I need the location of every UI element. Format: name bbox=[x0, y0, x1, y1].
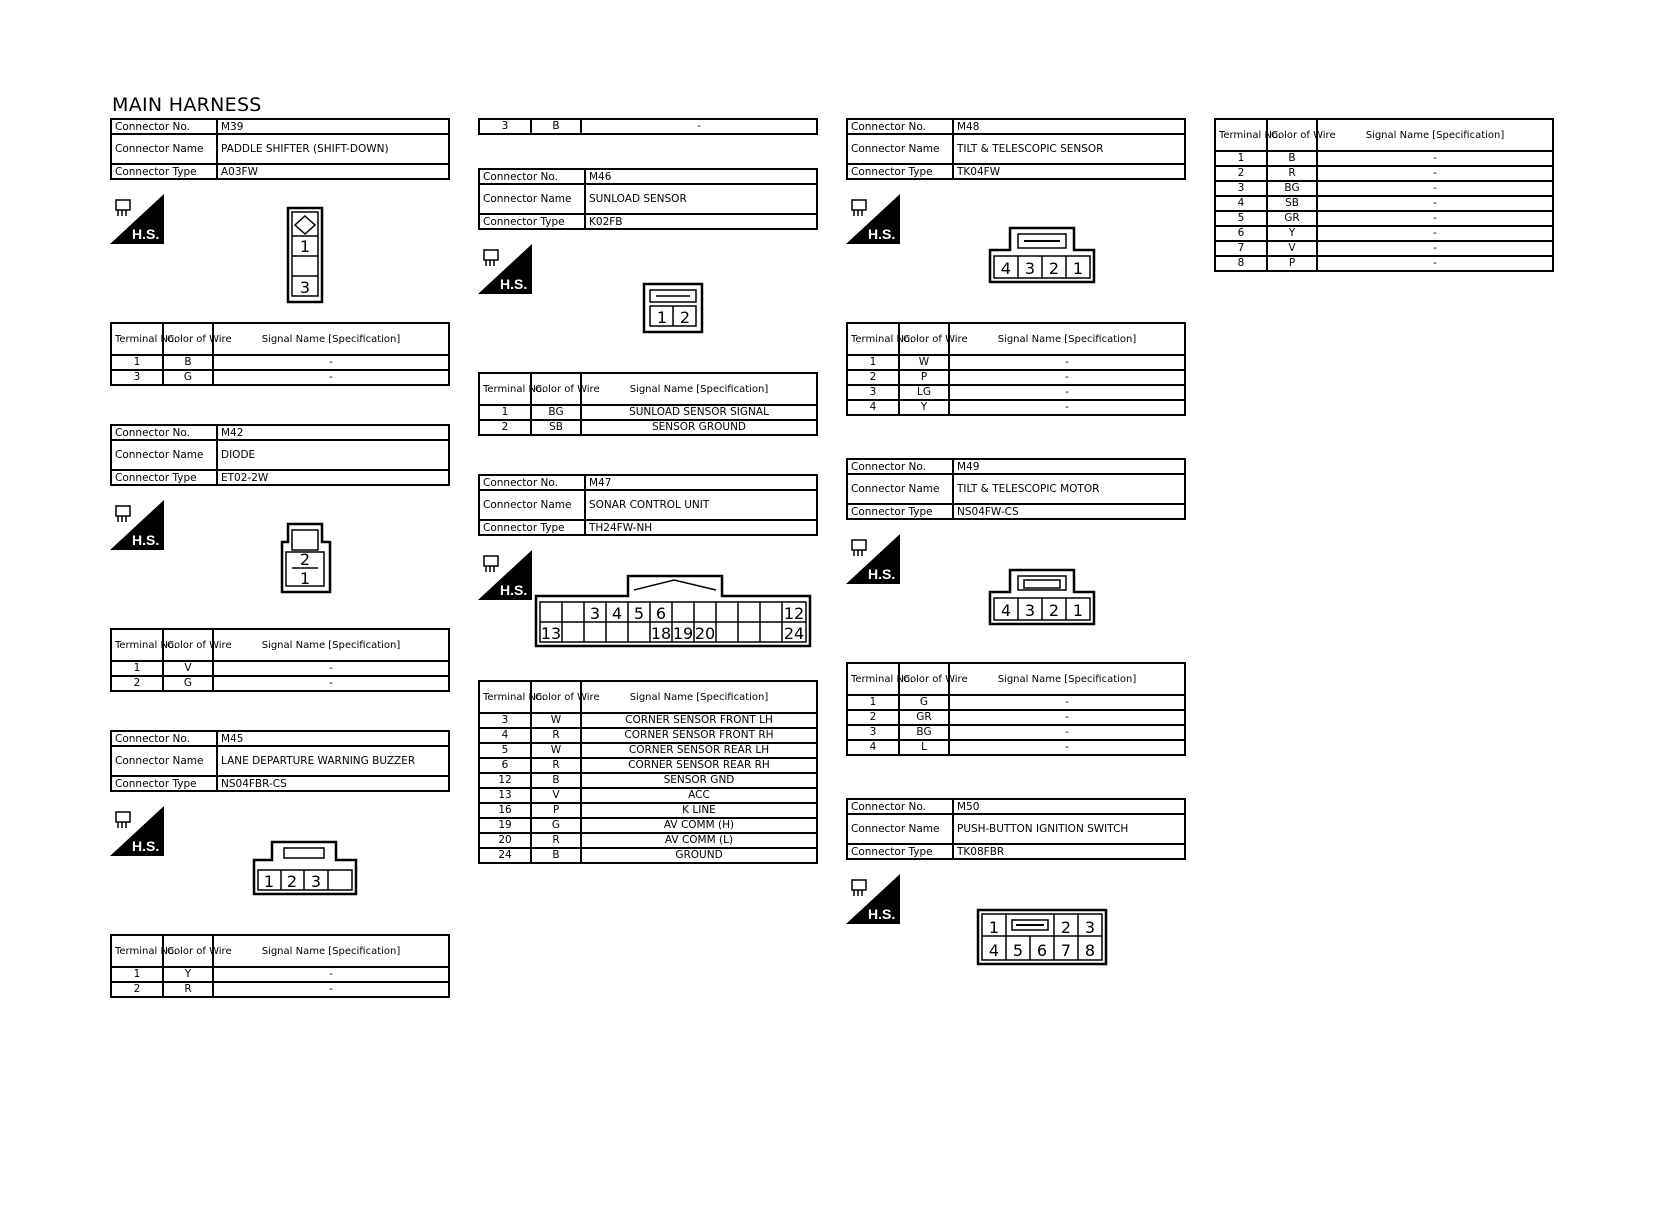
table-row bbox=[479, 758, 817, 773]
hs-label: H.S. bbox=[132, 226, 160, 242]
col-terminal-no: Terminal No. bbox=[847, 663, 899, 695]
table-row bbox=[1215, 256, 1553, 271]
hs-label: H.S. bbox=[132, 838, 160, 854]
label-connector-no: Connector No. bbox=[479, 475, 585, 490]
terminal-no: 4 bbox=[1215, 196, 1267, 211]
wire-color: SB bbox=[1267, 196, 1317, 211]
terminal-no: 3 bbox=[479, 119, 531, 134]
signal-name: - bbox=[949, 370, 1185, 385]
m48-connector-name: TILT & TELESCOPIC SENSOR bbox=[953, 134, 1185, 164]
m46-connector-name: SUNLOAD SENSOR bbox=[585, 184, 817, 214]
table-row bbox=[111, 355, 449, 370]
signal-name: AV COMM (H) bbox=[581, 818, 817, 833]
signal-name: CORNER SENSOR REAR RH bbox=[581, 758, 817, 773]
terminal-no: 4 bbox=[479, 728, 531, 743]
m49-connector-name: TILT & TELESCOPIC MOTOR bbox=[953, 474, 1185, 504]
m50-connector-name: PUSH-BUTTON IGNITION SWITCH bbox=[953, 814, 1185, 844]
table-row bbox=[479, 420, 817, 435]
col-signal-name: Signal Name [Specification] bbox=[581, 373, 817, 405]
label-connector-type: Connector Type bbox=[111, 164, 217, 179]
wire-color: P bbox=[1267, 256, 1317, 271]
label-connector-no: Connector No. bbox=[111, 731, 217, 746]
table-row bbox=[111, 676, 449, 691]
terminal-no: 1 bbox=[111, 967, 163, 982]
signal-name: - bbox=[1317, 256, 1553, 271]
m47-pin-4: 4 bbox=[611, 604, 623, 623]
terminal-no: 16 bbox=[479, 803, 531, 818]
m49-connector-no: M49 bbox=[953, 459, 1185, 474]
wire-color: B bbox=[163, 355, 213, 370]
m47-terminal-table bbox=[478, 680, 818, 864]
terminal-no: 5 bbox=[479, 743, 531, 758]
signal-name: GROUND bbox=[581, 848, 817, 863]
m47-pin-20: 20 bbox=[694, 624, 716, 643]
wire-color: Y bbox=[1267, 226, 1317, 241]
table-row bbox=[479, 773, 817, 788]
signal-name: - bbox=[949, 725, 1185, 740]
m50-terminal-table bbox=[1214, 118, 1554, 272]
m39-pin-1: 1 bbox=[299, 237, 311, 256]
table-row bbox=[847, 385, 1185, 400]
harness-side-icon bbox=[110, 194, 164, 244]
harness-side-icon bbox=[110, 806, 164, 856]
wire-color: W bbox=[899, 355, 949, 370]
terminal-no: 1 bbox=[847, 695, 899, 710]
wire-color: L bbox=[899, 740, 949, 755]
m42-pin-1: 1 bbox=[299, 569, 311, 588]
terminal-no: 4 bbox=[847, 740, 899, 755]
label-connector-name: Connector Name bbox=[479, 184, 585, 214]
signal-name: - bbox=[949, 400, 1185, 415]
signal-name: - bbox=[1317, 226, 1553, 241]
table-row bbox=[479, 833, 817, 848]
m47-connector-no: M47 bbox=[585, 475, 817, 490]
m48-pin-4: 4 bbox=[1000, 259, 1012, 278]
col-terminal-no: Terminal No. bbox=[847, 323, 899, 355]
m46-connector-header bbox=[478, 168, 818, 230]
hs-label: H.S. bbox=[868, 226, 896, 242]
m45-connector-name: LANE DEPARTURE WARNING BUZZER bbox=[217, 746, 449, 776]
table-row bbox=[479, 848, 817, 863]
label-connector-no: Connector No. bbox=[479, 169, 585, 184]
m48-connector-no: M48 bbox=[953, 119, 1185, 134]
terminal-no: 1 bbox=[111, 355, 163, 370]
label-connector-no: Connector No. bbox=[847, 799, 953, 814]
table-row bbox=[847, 725, 1185, 740]
harness-side-icon bbox=[110, 500, 164, 550]
m49-connector-face bbox=[988, 568, 1096, 626]
col-signal-name: Signal Name [Specification] bbox=[949, 323, 1185, 355]
m39-connector-header bbox=[110, 118, 450, 180]
m50-pin-5: 5 bbox=[1012, 941, 1024, 960]
wire-color: G bbox=[531, 818, 581, 833]
signal-name: SUNLOAD SENSOR SIGNAL bbox=[581, 405, 817, 420]
label-connector-type: Connector Type bbox=[847, 844, 953, 859]
m49-pin-3: 3 bbox=[1024, 601, 1036, 620]
col-color-of-wire: Color of Wire bbox=[531, 681, 581, 713]
wire-color: B bbox=[1267, 151, 1317, 166]
wire-color: G bbox=[163, 370, 213, 385]
m50-pin-8: 8 bbox=[1084, 941, 1096, 960]
table-row bbox=[847, 695, 1185, 710]
wire-color: V bbox=[1267, 241, 1317, 256]
table-row bbox=[479, 818, 817, 833]
label-connector-no: Connector No. bbox=[111, 119, 217, 134]
signal-name: CORNER SENSOR FRONT LH bbox=[581, 713, 817, 728]
m50-pin-2: 2 bbox=[1060, 918, 1072, 937]
m47-connector-type: TH24FW-NH bbox=[585, 520, 817, 535]
m48-pin-1: 1 bbox=[1072, 259, 1084, 278]
wire-color: W bbox=[531, 713, 581, 728]
wire-color: R bbox=[531, 728, 581, 743]
m50-pin-4: 4 bbox=[988, 941, 1000, 960]
signal-name: - bbox=[949, 710, 1185, 725]
table-row bbox=[111, 661, 449, 676]
terminal-no: 5 bbox=[1215, 211, 1267, 226]
wire-color: R bbox=[531, 758, 581, 773]
m39-connector-type: A03FW bbox=[217, 164, 449, 179]
wire-color: GR bbox=[899, 710, 949, 725]
label-connector-no: Connector No. bbox=[847, 459, 953, 474]
signal-name: - bbox=[213, 982, 449, 997]
m47-pin-5: 5 bbox=[633, 604, 645, 623]
m46-connector-type: K02FB bbox=[585, 214, 817, 229]
wire-color: G bbox=[899, 695, 949, 710]
terminal-no: 2 bbox=[847, 370, 899, 385]
terminal-no: 13 bbox=[479, 788, 531, 803]
label-connector-name: Connector Name bbox=[479, 490, 585, 520]
m47-pin-13: 13 bbox=[540, 624, 562, 643]
label-connector-type: Connector Type bbox=[479, 520, 585, 535]
wire-color: R bbox=[531, 833, 581, 848]
wire-color: R bbox=[163, 982, 213, 997]
label-connector-name: Connector Name bbox=[111, 134, 217, 164]
terminal-no: 2 bbox=[847, 710, 899, 725]
m45-terminal-table bbox=[110, 934, 450, 998]
m42-connector-face bbox=[278, 522, 334, 596]
signal-name: - bbox=[213, 661, 449, 676]
wire-color: BG bbox=[899, 725, 949, 740]
signal-name: SENSOR GROUND bbox=[581, 420, 817, 435]
terminal-no: 19 bbox=[479, 818, 531, 833]
signal-name: - bbox=[1317, 211, 1553, 226]
col-color-of-wire: Color of Wire bbox=[531, 373, 581, 405]
hs-label: H.S. bbox=[500, 276, 528, 292]
wire-color: V bbox=[531, 788, 581, 803]
signal-name: - bbox=[949, 740, 1185, 755]
table-row bbox=[847, 400, 1185, 415]
terminal-no: 12 bbox=[479, 773, 531, 788]
table-row bbox=[1215, 196, 1553, 211]
terminal-no: 1 bbox=[111, 661, 163, 676]
terminal-no: 8 bbox=[1215, 256, 1267, 271]
hs-label: H.S. bbox=[868, 566, 896, 582]
table-row bbox=[111, 982, 449, 997]
signal-name: - bbox=[213, 355, 449, 370]
label-connector-name: Connector Name bbox=[111, 440, 217, 470]
col-color-of-wire: Color of Wire bbox=[163, 935, 213, 967]
terminal-no: 7 bbox=[1215, 241, 1267, 256]
signal-name: - bbox=[949, 695, 1185, 710]
m48-pin-2: 2 bbox=[1048, 259, 1060, 278]
label-connector-name: Connector Name bbox=[847, 474, 953, 504]
wire-color: Y bbox=[163, 967, 213, 982]
table-row bbox=[1215, 211, 1553, 226]
table-row bbox=[847, 740, 1185, 755]
m48-terminal-table bbox=[846, 322, 1186, 416]
signal-name: K LINE bbox=[581, 803, 817, 818]
col-signal-name: Signal Name [Specification] bbox=[581, 681, 817, 713]
terminal-no: 2 bbox=[1215, 166, 1267, 181]
label-connector-type: Connector Type bbox=[847, 504, 953, 519]
terminal-no: 2 bbox=[111, 676, 163, 691]
m49-pin-2: 2 bbox=[1048, 601, 1060, 620]
table-row bbox=[111, 967, 449, 982]
m47-pin-3: 3 bbox=[589, 604, 601, 623]
terminal-no: 1 bbox=[1215, 151, 1267, 166]
wire-color: BG bbox=[1267, 181, 1317, 196]
signal-name: - bbox=[1317, 151, 1553, 166]
col-terminal-no: Terminal No. bbox=[1215, 119, 1267, 151]
m42-terminal-table bbox=[110, 628, 450, 692]
m46-connector-face bbox=[642, 282, 704, 334]
wire-color: R bbox=[1267, 166, 1317, 181]
m46-terminal-table bbox=[478, 372, 818, 436]
m49-connector-type: NS04FW-CS bbox=[953, 504, 1185, 519]
m42-connector-header bbox=[110, 424, 450, 486]
terminal-no: 3 bbox=[111, 370, 163, 385]
m45-connector-header bbox=[110, 730, 450, 792]
terminal-no: 24 bbox=[479, 848, 531, 863]
terminal-no: 6 bbox=[479, 758, 531, 773]
wire-color: SB bbox=[531, 420, 581, 435]
terminal-no: 3 bbox=[479, 713, 531, 728]
label-connector-name: Connector Name bbox=[847, 814, 953, 844]
m39-connector-name: PADDLE SHIFTER (SHIFT-DOWN) bbox=[217, 134, 449, 164]
signal-name: - bbox=[1317, 196, 1553, 211]
wire-color: Y bbox=[899, 400, 949, 415]
terminal-no: 3 bbox=[1215, 181, 1267, 196]
table-row bbox=[1215, 151, 1553, 166]
m42-connector-name: DIODE bbox=[217, 440, 449, 470]
label-connector-name: Connector Name bbox=[111, 746, 217, 776]
m50-connector-type: TK08FBR bbox=[953, 844, 1185, 859]
table-row bbox=[479, 728, 817, 743]
col-terminal-no: Terminal No. bbox=[479, 681, 531, 713]
table-row bbox=[479, 713, 817, 728]
col-terminal-no: Terminal No. bbox=[479, 373, 531, 405]
hs-label: H.S. bbox=[868, 906, 896, 922]
wire-color: B bbox=[531, 119, 581, 134]
wire-color: V bbox=[163, 661, 213, 676]
wire-color: LG bbox=[899, 385, 949, 400]
table-row bbox=[479, 743, 817, 758]
table-row bbox=[847, 710, 1185, 725]
harness-side-icon bbox=[846, 874, 900, 924]
col-signal-name: Signal Name [Specification] bbox=[213, 629, 449, 661]
signal-name: - bbox=[213, 370, 449, 385]
m48-connector-face bbox=[988, 226, 1096, 284]
table-row bbox=[111, 370, 449, 385]
hs-label: H.S. bbox=[132, 532, 160, 548]
m42-pin-2: 2 bbox=[299, 550, 311, 569]
m45-pin-1: 1 bbox=[263, 872, 275, 891]
harness-side-icon bbox=[846, 194, 900, 244]
m50-connector-no: M50 bbox=[953, 799, 1185, 814]
hs-label: H.S. bbox=[500, 582, 528, 598]
m45-connector-no: M45 bbox=[217, 731, 449, 746]
wire-color: G bbox=[163, 676, 213, 691]
m46-pin-2: 2 bbox=[679, 308, 691, 327]
m47-connector-header bbox=[478, 474, 818, 536]
label-connector-no: Connector No. bbox=[847, 119, 953, 134]
page-title: MAIN HARNESS bbox=[112, 94, 262, 116]
signal-name: - bbox=[213, 676, 449, 691]
wire-color: P bbox=[899, 370, 949, 385]
wire-color: GR bbox=[1267, 211, 1317, 226]
label-connector-type: Connector Type bbox=[479, 214, 585, 229]
signal-name: AV COMM (L) bbox=[581, 833, 817, 848]
terminal-no: 4 bbox=[847, 400, 899, 415]
terminal-no: 2 bbox=[111, 982, 163, 997]
col-color-of-wire: Color of Wire bbox=[163, 323, 213, 355]
col-terminal-no: Terminal No. bbox=[111, 935, 163, 967]
col-color-of-wire: Color of Wire bbox=[163, 629, 213, 661]
terminal-no: 3 bbox=[847, 385, 899, 400]
col-signal-name: Signal Name [Specification] bbox=[1317, 119, 1553, 151]
m50-pin-7: 7 bbox=[1060, 941, 1072, 960]
signal-name: - bbox=[1317, 181, 1553, 196]
label-connector-type: Connector Type bbox=[111, 776, 217, 791]
m39-pin-3: 3 bbox=[299, 278, 311, 297]
m39-connector-no: M39 bbox=[217, 119, 449, 134]
m45-connector-face bbox=[252, 840, 358, 896]
table-row bbox=[479, 119, 817, 134]
m42-connector-no: M42 bbox=[217, 425, 449, 440]
m47-connector-name: SONAR CONTROL UNIT bbox=[585, 490, 817, 520]
harness-side-icon bbox=[846, 534, 900, 584]
m39-connector-face bbox=[286, 206, 326, 306]
label-connector-no: Connector No. bbox=[111, 425, 217, 440]
m39-terminal-table bbox=[110, 322, 450, 386]
terminal-no: 1 bbox=[479, 405, 531, 420]
label-connector-name: Connector Name bbox=[847, 134, 953, 164]
signal-name: - bbox=[581, 119, 817, 134]
terminal-no: 3 bbox=[847, 725, 899, 740]
wire-color: P bbox=[531, 803, 581, 818]
wire-color: W bbox=[531, 743, 581, 758]
m47-pin-6: 6 bbox=[655, 604, 667, 623]
signal-name: - bbox=[1317, 241, 1553, 256]
table-row bbox=[1215, 166, 1553, 181]
terminal-no: 2 bbox=[479, 420, 531, 435]
table-row bbox=[479, 405, 817, 420]
signal-name: CORNER SENSOR REAR LH bbox=[581, 743, 817, 758]
m46-connector-no: M46 bbox=[585, 169, 817, 184]
m50-pin-1: 1 bbox=[988, 918, 1000, 937]
col-signal-name: Signal Name [Specification] bbox=[213, 323, 449, 355]
col-color-of-wire: Color of Wire bbox=[1267, 119, 1317, 151]
m45-pin-3: 3 bbox=[310, 872, 322, 891]
table-row bbox=[847, 355, 1185, 370]
table-row bbox=[1215, 181, 1553, 196]
table-row bbox=[1215, 226, 1553, 241]
m50-connector-face bbox=[976, 908, 1108, 966]
m48-connector-header bbox=[846, 118, 1186, 180]
signal-name: - bbox=[949, 385, 1185, 400]
col-signal-name: Signal Name [Specification] bbox=[949, 663, 1185, 695]
signal-name: - bbox=[213, 967, 449, 982]
table-row bbox=[847, 370, 1185, 385]
m48-pin-3: 3 bbox=[1024, 259, 1036, 278]
m46-pin-1: 1 bbox=[656, 308, 668, 327]
signal-name: SENSOR GND bbox=[581, 773, 817, 788]
m50-pin-3: 3 bbox=[1084, 918, 1096, 937]
m50-pin-6: 6 bbox=[1036, 941, 1048, 960]
m49-pin-1: 1 bbox=[1072, 601, 1084, 620]
m42-connector-type: ET02-2W bbox=[217, 470, 449, 485]
m49-terminal-table bbox=[846, 662, 1186, 756]
wire-color: B bbox=[531, 848, 581, 863]
col-signal-name: Signal Name [Specification] bbox=[213, 935, 449, 967]
m50-connector-header bbox=[846, 798, 1186, 860]
m47-pin-24: 24 bbox=[783, 624, 805, 643]
table-row bbox=[479, 803, 817, 818]
signal-name: CORNER SENSOR FRONT RH bbox=[581, 728, 817, 743]
harness-side-icon bbox=[478, 550, 532, 600]
col-color-of-wire: Color of Wire bbox=[899, 323, 949, 355]
table-row bbox=[1215, 241, 1553, 256]
m47-connector-face bbox=[534, 574, 812, 648]
m47-pin-12: 12 bbox=[783, 604, 805, 623]
m47-pin-19: 19 bbox=[672, 624, 694, 643]
table-row bbox=[479, 788, 817, 803]
m49-pin-4: 4 bbox=[1000, 601, 1012, 620]
terminal-no: 6 bbox=[1215, 226, 1267, 241]
terminal-no: 1 bbox=[847, 355, 899, 370]
col-terminal-no: Terminal No. bbox=[111, 629, 163, 661]
wire-color: B bbox=[531, 773, 581, 788]
harness-side-icon bbox=[478, 244, 532, 294]
terminal-no: 20 bbox=[479, 833, 531, 848]
signal-name: ACC bbox=[581, 788, 817, 803]
m45-pin-2: 2 bbox=[286, 872, 298, 891]
m49-connector-header bbox=[846, 458, 1186, 520]
m47-pin-18: 18 bbox=[650, 624, 672, 643]
signal-name: - bbox=[949, 355, 1185, 370]
m39-continued-table bbox=[478, 118, 818, 135]
m45-connector-type: NS04FBR-CS bbox=[217, 776, 449, 791]
label-connector-type: Connector Type bbox=[111, 470, 217, 485]
wire-color: BG bbox=[531, 405, 581, 420]
col-terminal-no: Terminal No. bbox=[111, 323, 163, 355]
label-connector-type: Connector Type bbox=[847, 164, 953, 179]
col-color-of-wire: Color of Wire bbox=[899, 663, 949, 695]
signal-name: - bbox=[1317, 166, 1553, 181]
m48-connector-type: TK04FW bbox=[953, 164, 1185, 179]
